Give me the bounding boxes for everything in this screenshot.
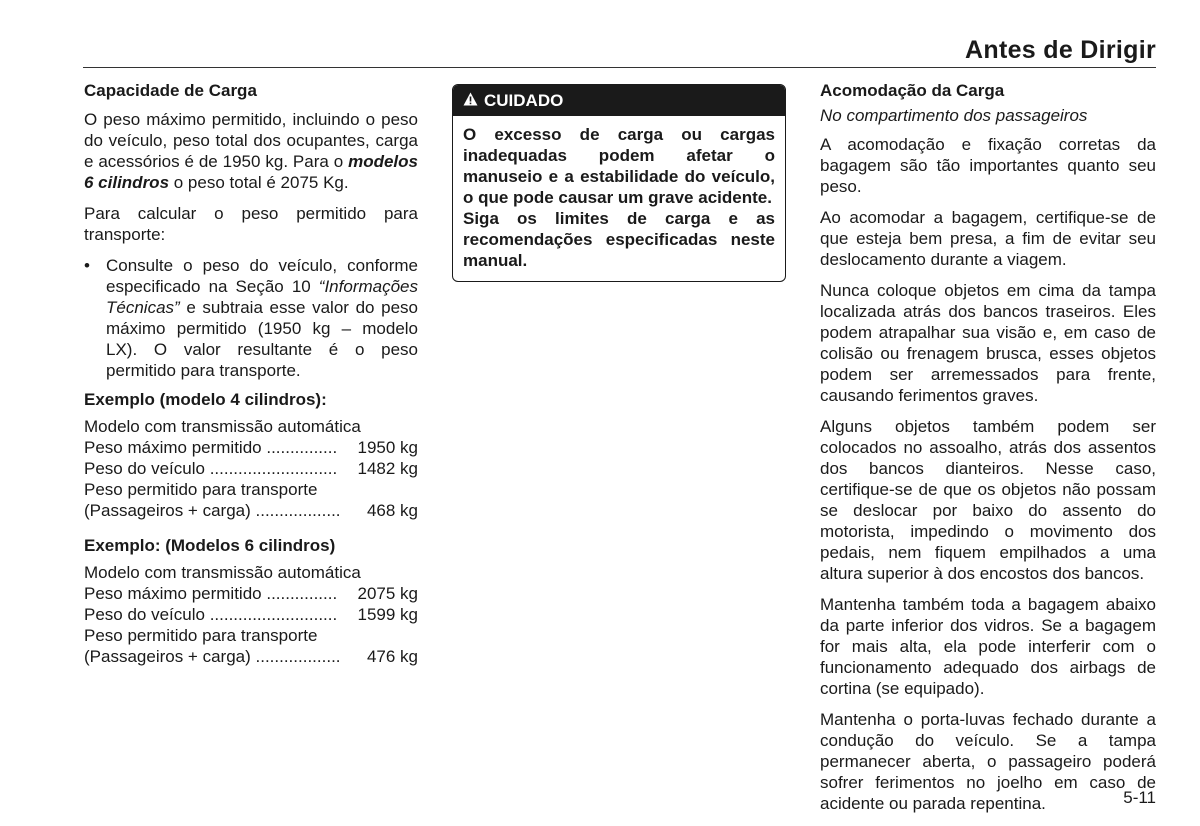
example-4-vehicle-weight-value: 1482 kg	[357, 459, 418, 478]
caution-paragraph-2: Siga os limites de carga e as recomendações especificadas neste manual.	[463, 209, 775, 270]
middle-column	[452, 84, 786, 282]
bullet-text-italic: “Informações Técnicas”	[106, 277, 418, 317]
example-4-passengers-label: (Passageiros + carga) ..................	[84, 501, 341, 520]
bullet-item	[84, 255, 418, 381]
example-6-passengers-label: (Passageiros + carga) ..................	[84, 647, 341, 666]
stowage-paragraph-5: Mantenha também toda a bagagem abaixo da parte inferior dos vidros. Se a bagagem for mais alta, ela pode interferir com o funcionamento adequado dos airbags de cortina (se equipado).	[820, 595, 1156, 698]
section-subheading-passenger-compartment: No compartimento dos passageiros	[820, 106, 1088, 125]
caution-box	[452, 84, 786, 282]
page-number: 5-11	[1123, 788, 1156, 807]
example-4-cylinder	[84, 389, 418, 521]
bullet-text-a: Consulte o peso do veículo, conforme especificado na Seção 10	[106, 256, 418, 296]
calc-intro-paragraph: Para calcular o peso permitido para transporte:	[84, 204, 418, 244]
bullet-mark: •	[84, 256, 90, 275]
stowage-paragraph-3: Nunca coloque objetos em cima da tampa localizada atrás dos bancos traseiros. Eles podem atrapalhar sua visão e, em caso de colisão ou frenagem brusca, esses objetos podem ser arremessados para frente, causando ferimentos graves.	[820, 281, 1156, 405]
example-6-line-model: Modelo com transmissão automática	[84, 563, 361, 582]
load-capacity-paragraph	[84, 109, 418, 193]
stowage-paragraph-2: Ao acomodar a bagagem, certifique-se de que esteja bem presa, a fim de evitar seu deslocamento durante a viagem.	[820, 208, 1156, 269]
page-header-title: Antes de Dirigir	[965, 36, 1156, 64]
stowage-paragraph-4: Alguns objetos também podem ser colocados no assoalho, atrás dos assentos dos bancos dianteiros. Nesse caso, certifique-se de que os objetos não possam se deslocar por baixo do assento do motorista, impedindo o movimento dos pedais, nem fiquem empilhados a uma altura superior à dos encostos dos bancos.	[820, 417, 1156, 583]
load-capacity-emphasis: modelos 6 cilindros	[84, 152, 418, 192]
load-capacity-text-a: O peso máximo permitido, incluindo o peso do veículo, peso total dos ocupantes, carga e acessórios é de 1950 kg. Para o	[84, 110, 418, 171]
bullet-text	[106, 255, 418, 381]
right-column	[820, 80, 1156, 824]
caution-paragraph-1: O excesso de carga ou cargas inadequadas podem afetar o manuseio e a estabilidade do veículo, o que pode causar um grave acidente.	[463, 125, 775, 207]
warning-triangle-icon	[463, 90, 478, 111]
example-6-cylinder-heading: Exemplo: (Modelos 6 cilindros)	[84, 536, 336, 555]
example-6-line-max-weight	[84, 583, 418, 604]
bullet-text-c: e subtraia esse valor do peso máximo permitido (1950 kg – modelo LX). O valor resultante é o peso permitido para transporte.	[106, 298, 418, 380]
example-4-vehicle-weight-label: Peso do veículo ...........................	[84, 459, 338, 478]
header-rule	[83, 67, 1156, 68]
example-4-line-max-weight	[84, 437, 418, 458]
example-4-line-model: Modelo com transmissão automática	[84, 417, 361, 436]
example-6-vehicle-weight-label: Peso do veículo ...........................	[84, 605, 338, 624]
example-6-line-passengers	[84, 646, 418, 667]
example-4-cylinder-heading: Exemplo (modelo 4 cilindros):	[84, 390, 327, 409]
stowage-paragraph-6: Mantenha o porta-luvas fechado durante a condução do veículo. Se a tampa permanecer aberta, o passageiro poderá sofrer ferimentos no joelho em caso de acidente ou parada repentina.	[820, 710, 1156, 813]
example-6-line-vehicle-weight	[84, 604, 418, 625]
left-column	[84, 80, 418, 681]
section-heading-load-capacity: Capacidade de Carga	[84, 81, 257, 100]
example-4-line-passengers	[84, 500, 418, 521]
example-6-passengers-value: 476 kg	[366, 647, 418, 666]
caution-label: CUIDADO	[484, 91, 564, 110]
caution-header	[453, 85, 785, 116]
example-6-max-weight-value: 2075 kg	[357, 584, 418, 603]
example-6-cylinder	[84, 535, 418, 667]
example-4-max-weight-label: Peso máximo permitido ...............	[84, 438, 338, 457]
load-capacity-text-c: o peso total é 2075 Kg.	[169, 173, 349, 192]
stowage-paragraph-1: A acomodação e fixação corretas da bagagem são tão importantes quanto seu peso.	[820, 135, 1156, 196]
example-6-max-weight-label: Peso máximo permitido ...............	[84, 584, 338, 603]
example-6-line-allowed: Peso permitido para transporte	[84, 626, 318, 645]
section-heading-cargo-stowage: Acomodação da Carga	[820, 81, 1005, 100]
caution-body	[453, 116, 785, 281]
example-4-line-vehicle-weight	[84, 458, 418, 479]
example-4-max-weight-value: 1950 kg	[357, 438, 418, 457]
example-4-line-allowed: Peso permitido para transporte	[84, 480, 318, 499]
example-6-vehicle-weight-value: 1599 kg	[357, 605, 418, 624]
example-4-passengers-value: 468 kg	[366, 501, 418, 520]
